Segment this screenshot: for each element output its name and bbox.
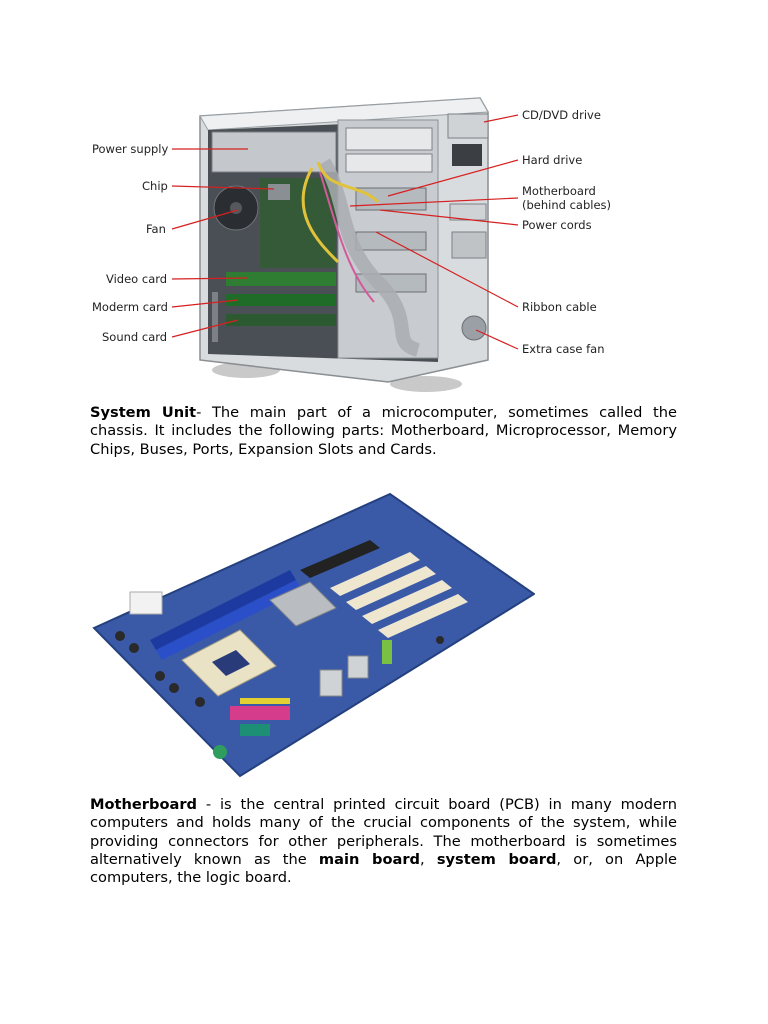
label-fan: Fan bbox=[146, 222, 166, 236]
extra-case-fan bbox=[462, 316, 486, 340]
label-modem-card: Moderm card bbox=[92, 300, 168, 314]
label-motherboard-note: (behind cables) bbox=[522, 198, 612, 212]
lan-port bbox=[348, 656, 368, 678]
parallel-port bbox=[230, 706, 290, 720]
vent-holes bbox=[212, 292, 218, 342]
label-hard-drive: Hard drive bbox=[522, 153, 583, 167]
system-unit-term: System Unit bbox=[90, 404, 197, 421]
ps2-port bbox=[213, 745, 227, 759]
audio-jacks bbox=[382, 640, 392, 664]
label-sound-card: Sound card bbox=[102, 330, 168, 344]
label-video-card: Video card bbox=[106, 272, 168, 286]
motherboard-term: Motherboard bbox=[90, 796, 197, 813]
motherboard-text-a: - is the central printed circuit board (PCB) in many modern computers and holds many of the crucial components of the system, while providing connectors for other peripherals. The motherboard is sometimes alternatively known as the bbox=[90, 796, 677, 868]
label-power-supply: Power supply bbox=[92, 142, 169, 156]
system-unit-paragraph bbox=[90, 404, 677, 459]
drive-slot-2 bbox=[346, 154, 432, 172]
label-power-cords: Power cords bbox=[522, 218, 592, 232]
video-card bbox=[226, 272, 336, 286]
game-port bbox=[240, 698, 290, 704]
power-supply bbox=[212, 132, 336, 172]
usb-ports bbox=[320, 670, 342, 696]
serial-port bbox=[240, 724, 270, 736]
label-extra-case-fan: Extra case fan bbox=[522, 342, 605, 356]
external-bay-2 bbox=[452, 144, 482, 166]
label-motherboard: Motherboard bbox=[522, 184, 596, 198]
motherboard-text-b: , bbox=[419, 850, 437, 868]
label-ribbon-cable: Ribbon cable bbox=[522, 300, 597, 314]
external-bay-4 bbox=[452, 232, 486, 258]
drive-slot-3 bbox=[356, 232, 426, 250]
atx-power-connector bbox=[130, 592, 162, 614]
external-bay-1 bbox=[448, 114, 488, 138]
cd-dvd-drive bbox=[346, 128, 432, 150]
system-board-term: system board bbox=[436, 850, 557, 868]
label-cd-dvd-drive: CD/DVD drive bbox=[522, 108, 601, 122]
sound-card bbox=[226, 314, 336, 326]
motherboard-photo bbox=[90, 490, 535, 780]
hard-drive bbox=[356, 188, 426, 210]
leader-cd-dvd-drive bbox=[484, 115, 518, 122]
modem-card bbox=[226, 294, 336, 306]
chip bbox=[268, 184, 290, 200]
system-unit-text: - The main part of a microcomputer, sometimes called the chassis. It includes the following parts: Motherboard, Microprocessor, Memory Chips, Buses, Ports, Expansion Slots and Cards. bbox=[90, 404, 677, 458]
label-chip: Chip bbox=[142, 179, 168, 193]
system-unit-diagram bbox=[88, 92, 650, 392]
main-board-term: main board bbox=[318, 850, 420, 868]
motherboard-paragraph bbox=[90, 796, 677, 887]
motherboard-text-c: , or, on Apple computers, the logic board. bbox=[90, 850, 677, 887]
